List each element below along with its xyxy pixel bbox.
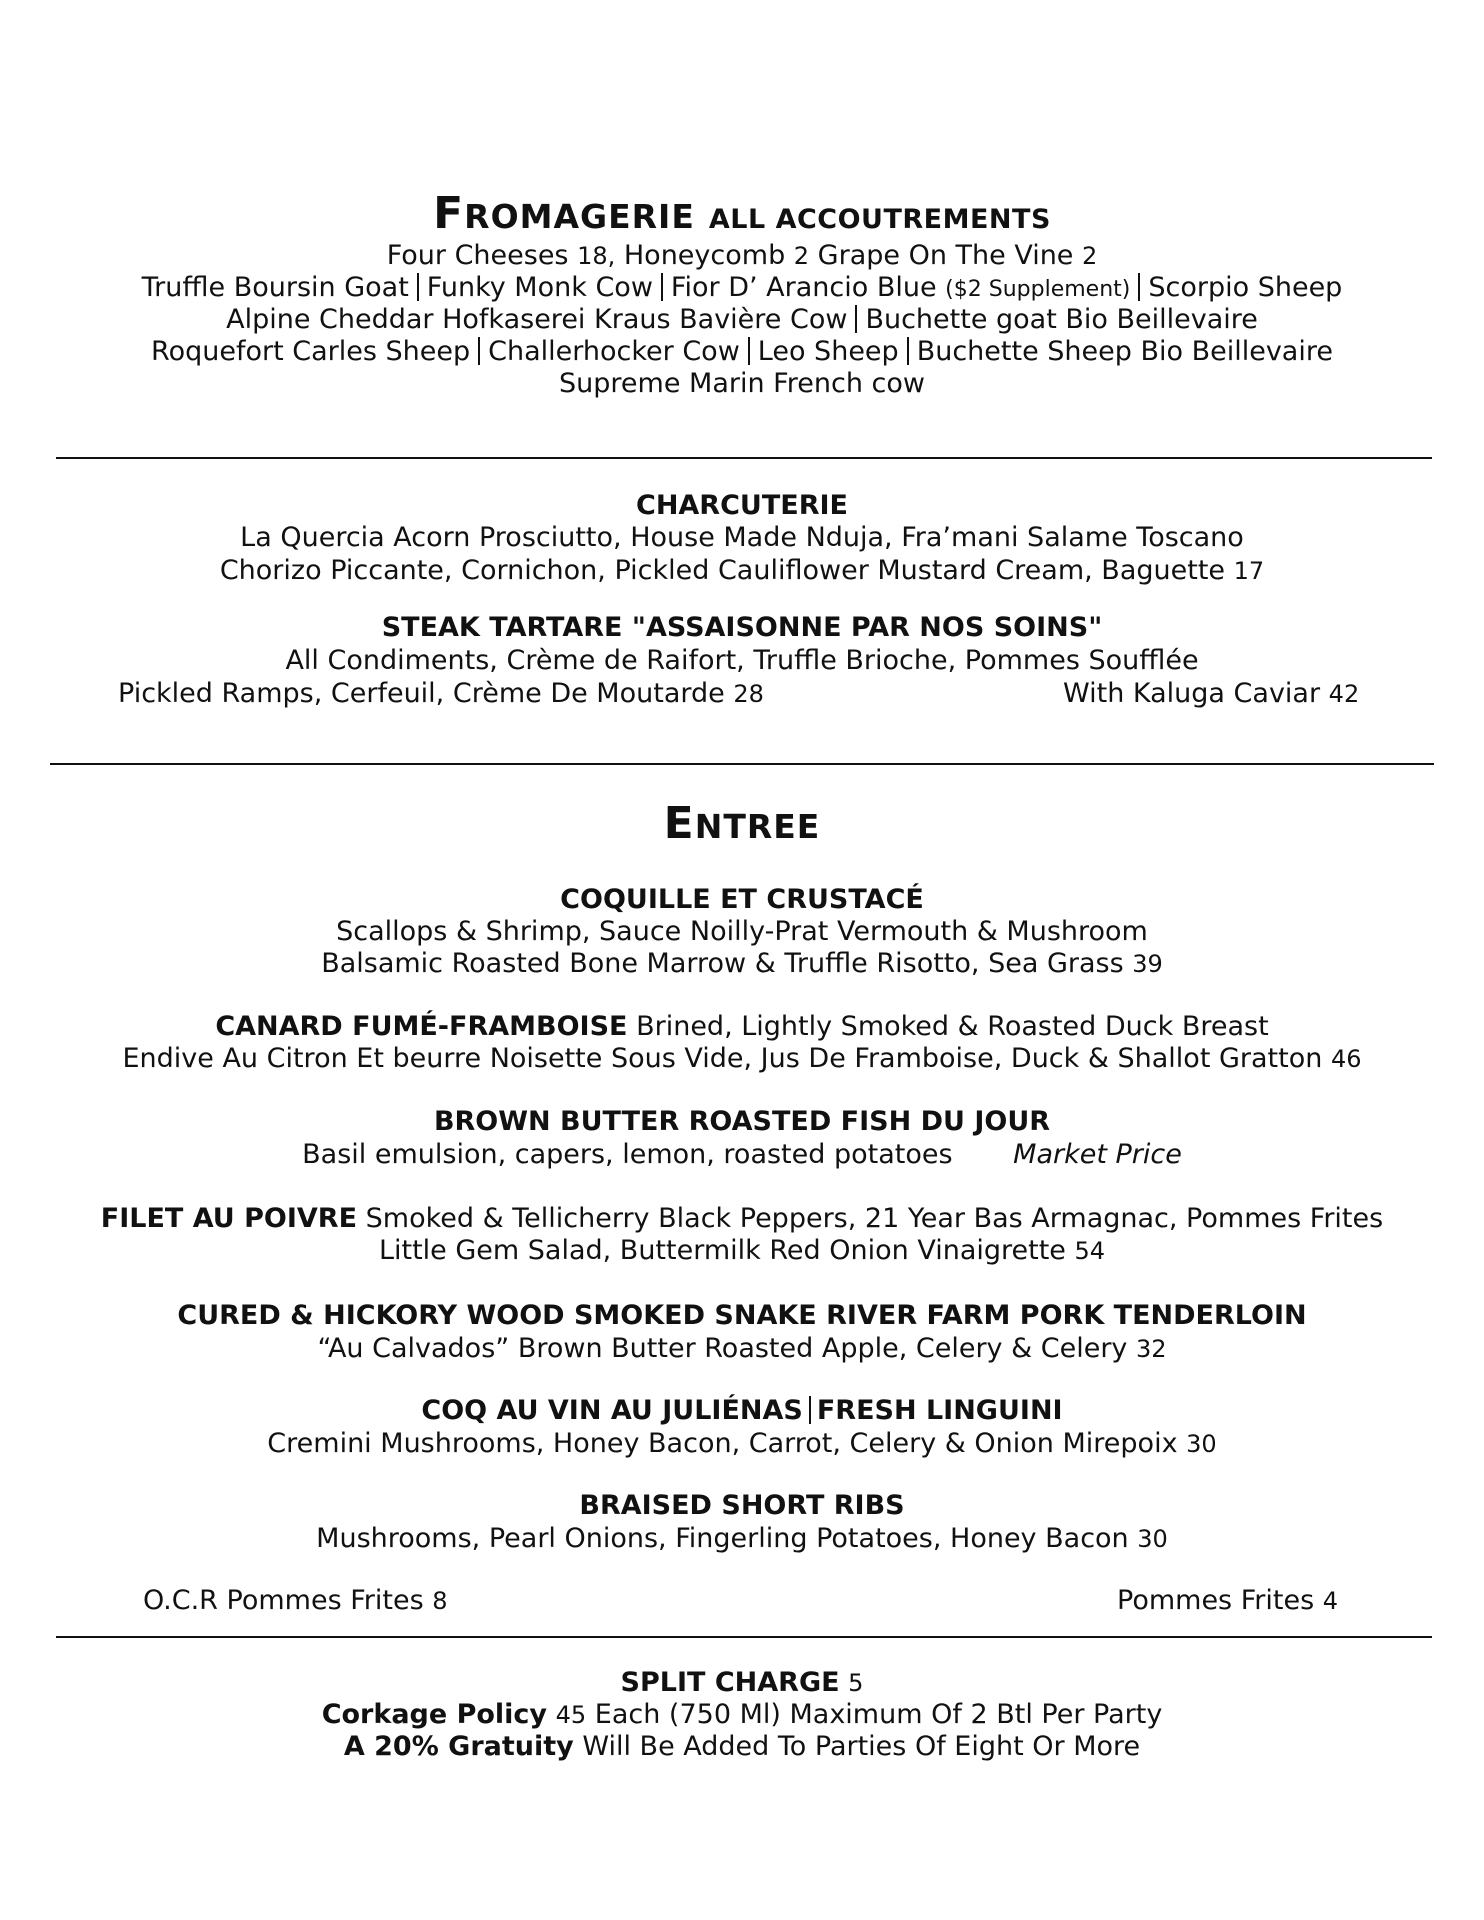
side-left xyxy=(143,1585,448,1617)
price: 46 xyxy=(1330,1045,1362,1073)
coquille-line-2 xyxy=(0,948,1484,980)
canard-title: CANARD FUMÉ-FRAMBOISE xyxy=(215,1011,628,1042)
price: 42 xyxy=(1328,680,1360,708)
price: 32 xyxy=(1136,1335,1167,1363)
description: Cremini Mushrooms, Honey Bacon, Carrot, Celery & Onion Mirepoix xyxy=(267,1428,1178,1459)
description: Pickled Ramps, Cerfeuil, Crème De Moutarde xyxy=(118,678,725,709)
fromagerie-heading xyxy=(0,188,1484,239)
cheese-item: Buchette Sheep Bio Beillevaire xyxy=(916,336,1333,367)
section-divider xyxy=(56,1636,1432,1638)
canard-line-1 xyxy=(0,1011,1484,1043)
description: Balsamic Roasted Bone Marrow & Truffle Risotto, Sea Grass xyxy=(321,948,1124,979)
ribs-title: BRAISED SHORT RIBS xyxy=(579,1490,905,1521)
price: 17 xyxy=(1233,557,1265,585)
entree-title-rest: NTREE xyxy=(694,807,821,846)
fromagerie-line-1 xyxy=(0,240,1484,272)
fromagerie-line-2 xyxy=(0,272,1484,306)
cheese-item: Fior D’ Arancio Blue xyxy=(670,272,937,303)
item-four-cheeses: Four Cheeses xyxy=(386,240,569,271)
price: 4 xyxy=(1322,1587,1339,1615)
filet-title: FILET AU POIVRE xyxy=(100,1203,358,1234)
price: 18, xyxy=(577,242,616,270)
cheese-item: Scorpio Sheep xyxy=(1148,272,1343,303)
side-name: O.C.R Pommes Frites xyxy=(143,1585,424,1616)
section-divider xyxy=(56,457,1432,459)
caviar-option: With Kaluga Caviar xyxy=(1063,678,1321,709)
divider-bar xyxy=(478,337,480,365)
split-charge-title: SPLIT CHARGE xyxy=(620,1667,840,1698)
tartare-line-2-left xyxy=(118,678,764,710)
gratuity-line xyxy=(0,1731,1484,1763)
pork-line-1 xyxy=(0,1333,1484,1365)
description: “Au Calvados” Brown Butter Roasted Apple, Celery & Celery xyxy=(317,1333,1128,1364)
filet-line-2 xyxy=(0,1235,1484,1267)
cheese-item: Buchette goat Bio Beillevaire xyxy=(865,304,1258,335)
cheese-item: Funky Monk Cow xyxy=(426,272,653,303)
ribs-line-1 xyxy=(0,1523,1484,1555)
charcuterie-line-1: La Quercia Acorn Prosciutto, House Made Nduja, Fra’mani Salame Toscano xyxy=(240,522,1244,553)
divider-bar xyxy=(748,337,750,365)
price: 30 xyxy=(1186,1430,1217,1458)
market-price: Market Price xyxy=(1013,1139,1182,1170)
description: Brined, Lightly Smoked & Roasted Duck Breast xyxy=(636,1011,1269,1042)
entree-heading xyxy=(0,798,1484,849)
cheese-item: Alpine Cheddar Hofkaserei Kraus Bavière Cow xyxy=(226,304,848,335)
cheese-item: Truffle Boursin Goat xyxy=(141,272,409,303)
price: 30 xyxy=(1137,1525,1168,1553)
fromagerie-subtitle: ALL ACCOUTREMENTS xyxy=(708,204,1051,235)
description: Chorizo Piccante, Cornichon, Pickled Cauliflower Mustard Cream, Baguette xyxy=(219,555,1226,586)
fromagerie-line-3 xyxy=(0,304,1484,336)
price: 54 xyxy=(1074,1237,1106,1265)
coq-line-1 xyxy=(0,1428,1484,1460)
cheese-item: Challerhocker Cow xyxy=(488,336,740,367)
entree-title-cap: E xyxy=(663,798,695,849)
fromagerie-line-5 xyxy=(0,368,1484,400)
cheese-item: Leo Sheep xyxy=(757,336,899,367)
price: 5 xyxy=(848,1669,864,1697)
divider-bar xyxy=(417,273,419,301)
tartare-line-2-right xyxy=(1063,678,1359,710)
section-divider xyxy=(50,763,1434,765)
price: 39 xyxy=(1132,950,1163,978)
charcuterie-title: CHARCUTERIE xyxy=(636,490,848,521)
price: 45 xyxy=(555,1701,587,1729)
item-honeycomb: Honeycomb xyxy=(623,240,786,271)
fromagerie-line-4 xyxy=(0,336,1484,368)
split-charge-line xyxy=(0,1667,1484,1699)
item-grape: Grape On The Vine xyxy=(817,240,1074,271)
gratuity-label: A 20% Gratuity xyxy=(343,1731,574,1762)
description: Little Gem Salad, Buttermilk Red Onion Vinaigrette xyxy=(378,1235,1066,1266)
side-right xyxy=(1117,1585,1338,1617)
fromagerie-title-rest: ROMAGERIE xyxy=(464,197,695,236)
side-name: Pommes Frites xyxy=(1117,1585,1315,1616)
price: 8 xyxy=(432,1587,448,1615)
supplement-note: ($2 Supplement) xyxy=(945,277,1131,302)
divider-bar xyxy=(661,273,663,301)
tartare-title: STEAK TARTARE "ASSAISONNE PAR NOS SOINS" xyxy=(381,612,1103,643)
description: Smoked & Tellicherry Black Peppers, 21 Year Bas Armagnac, Pommes Frites xyxy=(365,1203,1384,1234)
corkage-line xyxy=(0,1699,1484,1731)
coq-title xyxy=(0,1395,1484,1427)
price: 2 xyxy=(793,242,810,270)
description: Mushrooms, Pearl Onions, Fingerling Potatoes, Honey Bacon xyxy=(316,1523,1129,1554)
coquille-line-1: Scallops & Shrimp, Sauce Noilly-Prat Vermouth & Mushroom xyxy=(336,916,1148,947)
divider-bar xyxy=(907,337,909,365)
filet-line-1 xyxy=(0,1203,1484,1235)
corkage-label: Corkage Policy xyxy=(321,1699,548,1730)
price: 2 xyxy=(1082,242,1098,270)
fromagerie-title-cap: F xyxy=(433,188,465,239)
divider-bar xyxy=(809,1396,811,1424)
gratuity-text: Will Be Added To Parties Of Eight Or More xyxy=(582,1731,1141,1762)
canard-line-2 xyxy=(0,1043,1484,1075)
coq-title-a: COQ AU VIN AU JULIÉNAS xyxy=(421,1395,803,1426)
divider-bar xyxy=(855,305,857,333)
divider-bar xyxy=(1138,273,1140,301)
charcuterie-line-2 xyxy=(0,555,1484,587)
coq-title-b: FRESH LINGUINI xyxy=(816,1395,1063,1426)
cheese-item: Roquefort Carles Sheep xyxy=(151,336,471,367)
fish-line-1 xyxy=(0,1139,1484,1171)
pork-title: CURED & HICKORY WOOD SMOKED SNAKE RIVER FARM PORK TENDERLOIN xyxy=(177,1300,1307,1331)
cheese-item: Supreme Marin French cow xyxy=(559,368,925,399)
coquille-title: COQUILLE ET CRUSTACÉ xyxy=(560,884,924,915)
price: 28 xyxy=(733,680,764,708)
description: Endive Au Citron Et beurre Noisette Sous Vide, Jus De Framboise, Duck & Shallot Gratton xyxy=(122,1043,1323,1074)
description: Basil emulsion, capers, lemon, roasted potatoes xyxy=(302,1139,953,1170)
corkage-text: Each (750 Ml) Maximum Of 2 Btl Per Party xyxy=(594,1699,1163,1730)
tartare-line-1: All Condiments, Crème de Raifort, Truffle Brioche, Pommes Soufflée xyxy=(285,645,1199,676)
fish-title: BROWN BUTTER ROASTED FISH DU JOUR xyxy=(433,1106,1051,1137)
